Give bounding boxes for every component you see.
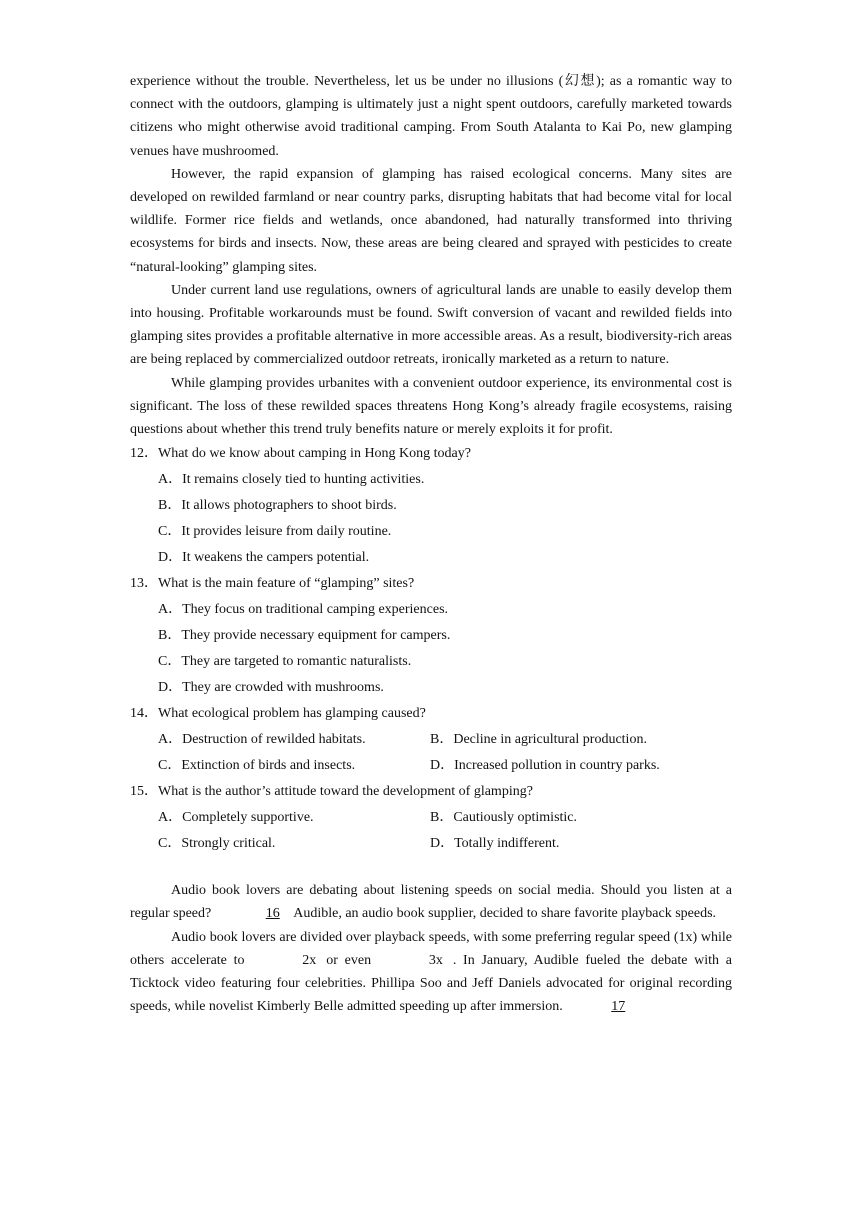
question-stem: 12．What do we know about camping in Hong Kong today? [130, 446, 471, 462]
passage-c-paragraph-4: While glamping provides urbanites with a convenient outdoor experience, its environmental cost is significant. The loss of these rewilded spaces threatens Hong Kong’s already fragile ecosystems, raising questions about whether this trend truly benefits nature or merely exploits it for profit. [130, 375, 732, 438]
blank-17: 17 [611, 999, 626, 1015]
blank-16: 16 [265, 906, 280, 922]
option-a: A．They focus on traditional camping experiences. [158, 602, 449, 618]
passage-d-paragraph-2 [130, 926, 732, 1019]
question-stem: 15．What is the author’s attitude toward the development of glamping? [130, 784, 533, 800]
speed-2x: 2x [302, 952, 317, 968]
option-c: C．They are targeted to romantic naturalists. [158, 654, 412, 670]
passage-c-paragraph-1: experience without the trouble. Nevertheless, let us be under no illusions (幻想); as a romantic way to connect with the outdoors, glamping is ultimately just a night spent outdoors, carefully marketed towards citizens who might otherwise avoid traditional camping. From South Atalanta to Kai Po, new glamping venues have mushroomed. [130, 74, 732, 159]
option-a: A．Completely supportive. [158, 810, 314, 826]
question-15 [130, 779, 732, 857]
question-13 [130, 571, 732, 701]
question-14 [130, 701, 732, 779]
passage-c-paragraph-3: Under current land use regulations, owners of agricultural lands are unable to easily develop them into housing. Profitable workarounds must be found. Swift conversion of vacant and rewilded fields into glamping sites provides a profitable alternative in more accessible areas. As a result, biodiversity-rich areas are being replaced by commercialized outdoor retreats, ironically marketed as a return to nature. [130, 282, 732, 368]
option-c: C．Extinction of birds and insects. [158, 758, 356, 774]
question-12 [130, 441, 732, 571]
passage-d-text: or even [326, 952, 372, 968]
passage-c-paragraph-2: However, the rapid expansion of glamping has raised ecological concerns. Many sites are developed on rewilded farmland or near country parks, disrupting habitats that had become vital for local wildlife. Former rice fields and wetlands, once abandoned, had naturally transformed into thriving ecosystems for birds and insects. Now, these areas are being cleared and sprayed with pesticides to create “natural-looking” glamping sites. [130, 166, 732, 275]
passage-d-paragraph-1 [130, 879, 732, 925]
option-d: D．Totally indifferent. [430, 836, 560, 852]
passage-d-text: Audio book lovers are debating about listening speeds on social media. Should you listen at a regular speed? [130, 883, 732, 922]
option-a: A．It remains closely tied to hunting activities. [158, 472, 425, 488]
option-d: D．Increased pollution in country parks. [430, 758, 660, 774]
passage-d-text: Audible, an audio book supplier, decided to share favorite playback speeds. [293, 906, 717, 922]
option-c: C．It provides leisure from daily routine. [158, 524, 392, 540]
option-a: A．Destruction of rewilded habitats. [158, 732, 366, 748]
option-d: D．They are crowded with mushrooms. [158, 680, 384, 696]
option-c: C．Strongly critical. [158, 836, 276, 852]
document-page [130, 70, 732, 1018]
question-stem: 14．What ecological problem has glamping caused? [130, 706, 426, 722]
passage-d-text: . In January, Audible fueled the debate with a Ticktock video featuring four celebrities. Phillipa Soo and Jeff Daniels advocated for original recording speeds, while novelist Kimberly Belle admitted speeding up after immersion. [130, 952, 733, 1015]
speed-3x: 3x [428, 952, 443, 968]
passage-d-text: Audio book lovers are divided over playback speeds, with some preferring regular speed (1x) while others accelerate to [130, 929, 732, 968]
option-b: B．It allows photographers to shoot birds. [158, 498, 397, 514]
option-b: B．Cautiously optimistic. [430, 810, 578, 826]
option-b: B．Decline in agricultural production. [430, 732, 647, 748]
section-gap [130, 857, 732, 879]
option-b: B．They provide necessary equipment for campers. [158, 628, 451, 644]
option-d: D．It weakens the campers potential. [158, 550, 370, 566]
question-stem: 13．What is the main feature of “glamping” sites? [130, 576, 415, 592]
